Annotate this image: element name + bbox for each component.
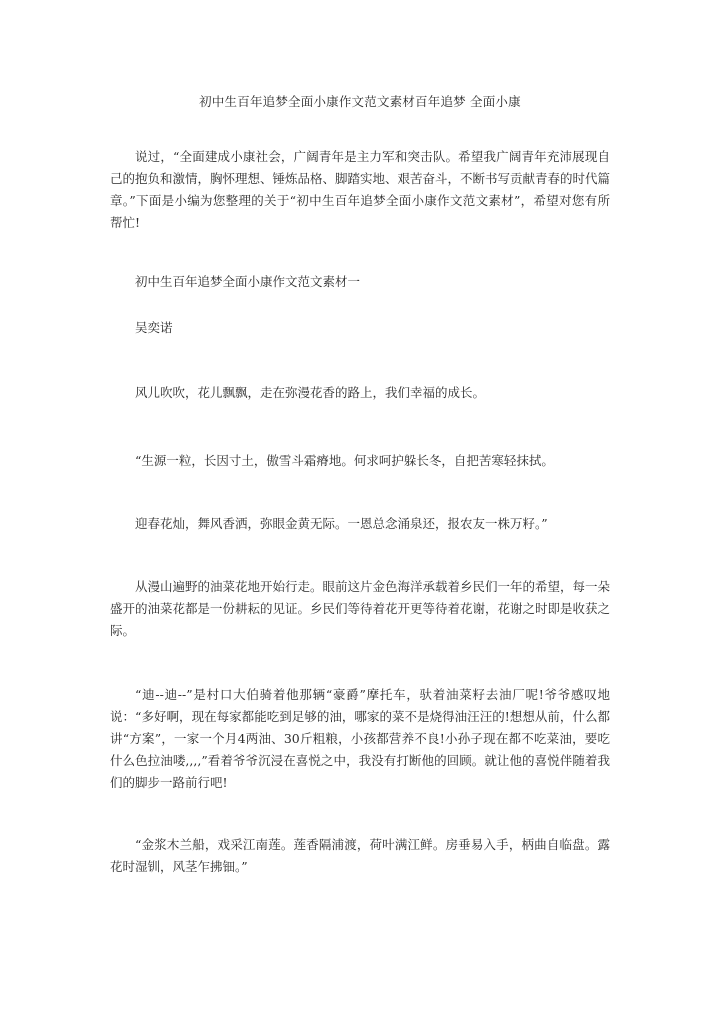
document-title: 初中生百年追梦全面小康作文范文素材百年追梦 全面小康 [199,94,521,109]
body-paragraph-1: 风儿吹吹，花儿飘飘，走在弥漫花香的路上，我们幸福的成长。 [135,385,486,400]
body-paragraph-2: 从漫山遍野的油菜花地开始行走。眼前这片金色海洋承载着乡民们一年的希望，每一朵盛开的油菜花都是一份耕耘的见证。乡民们等待着花开更等待着花谢，花谢之时即是收获之际。 [110,579,611,638]
poem-paragraph-2: 迎春花灿，舞风香洒，弥眼金黄无际。一恩总念涌泉还，报农友一株万籽。” [135,516,548,531]
body-paragraph-3: “迪--迪--”是村口大伯骑着他那辆“豪爵”摩托车，驮着油菜籽去油厂呢!爷爷感叹地说：“多好啊，现在每家都能吃到足够的油，哪家的菜不是烧得油汪汪的!想想从前，什么都讲“方案”，一家一个月4两油、30斤粗粮，小孩都营养不良!小孙子现在都不吃菜油，要吃什么色拉油喽,,,,”看着爷爷沉浸在喜悦之中，我没有打断他的回顾。就让他的喜悦伴随着我们的脚步一路前行吧! [110,687,610,790]
poem-paragraph-1: “生源一粒，长因寸土，傲雪斗霜瘠地。何求呵护躲长冬，自把苦寒轻抹拭。 [135,453,554,468]
intro-paragraph: 说过，“全面建成小康社会，广阔青年是主力军和突击队。希望我广阔青年充沛展现自己的抱负和激情，胸怀理想、锤炼品格、脚踏实地、艰苦奋斗，不断书写贡献青春的时代篇章。”下面是小编为您整理的关于“初中生百年追梦全面小康作文范文素材”，希望对您有所帮忙! [110,149,611,230]
author-name: 吴奕诺 [135,320,173,335]
poem-paragraph-3: “金浆木兰船，戏采江南莲。莲香隔浦渡，荷叶满江鲜。房垂易入手，柄曲自临盘。露花时湿钏，风茎乍拂钿。” [110,837,610,874]
section-heading: 初中生百年追梦全面小康作文范文素材一 [135,274,361,289]
